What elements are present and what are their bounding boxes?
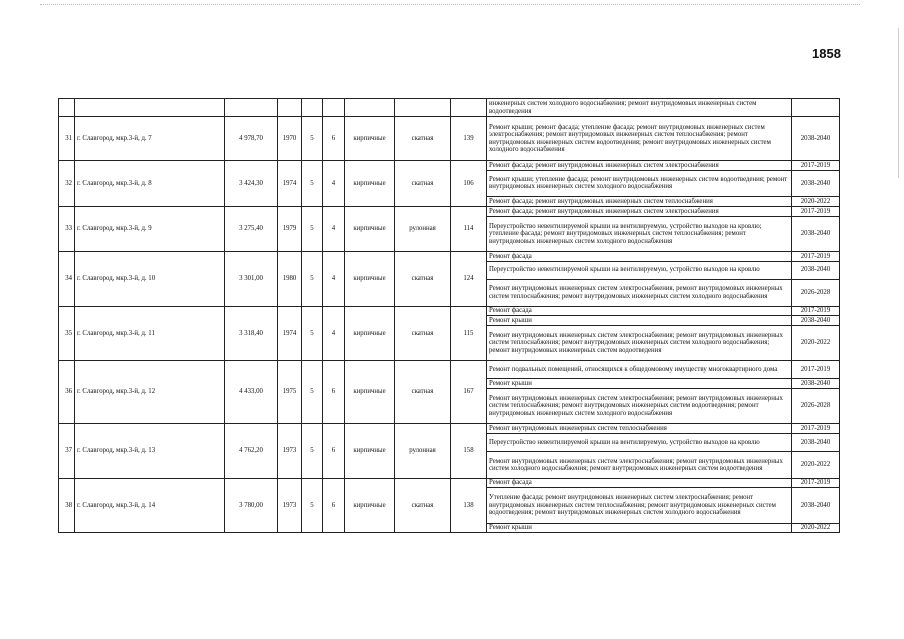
roof-type-cell: рулонная bbox=[395, 424, 451, 479]
row-number-cell bbox=[59, 99, 75, 117]
work-description-cell: Ремонт фасада; ремонт внутридомовых инженерных систем электроснабжения bbox=[487, 206, 792, 216]
entrances-cell: 6 bbox=[323, 424, 345, 479]
year-cell: 1974 bbox=[278, 161, 302, 207]
page-number: 1858 bbox=[812, 46, 841, 61]
table-row bbox=[59, 161, 840, 171]
table-row-carry-over bbox=[59, 99, 840, 117]
wall-material-cell: кирпичные bbox=[345, 361, 395, 424]
work-description-cell: Ремонт фасада bbox=[487, 478, 792, 488]
entrances-cell: 4 bbox=[323, 161, 345, 207]
year-cell: 1973 bbox=[278, 478, 302, 533]
entrances-cell: 6 bbox=[323, 478, 345, 533]
address-cell: г. Славгород, мкр.3-й, д. 9 bbox=[75, 206, 225, 251]
address-cell bbox=[75, 99, 225, 117]
work-description-cell: Переустройство невентилируемой крыши на вентилируемую, устройство выходов на кровлю bbox=[487, 261, 792, 279]
year-cell: 1975 bbox=[278, 361, 302, 424]
address-cell: г. Славгород, мкр.3-й, д. 7 bbox=[75, 117, 225, 161]
roof-type-cell: скатная bbox=[395, 361, 451, 424]
work-description-cell: Ремонт крыши bbox=[487, 316, 792, 326]
apartments-cell: 114 bbox=[451, 206, 487, 251]
table-row bbox=[59, 478, 840, 488]
entrances-cell: 4 bbox=[323, 206, 345, 251]
repair-schedule-table bbox=[58, 98, 840, 533]
roof-type-cell bbox=[395, 99, 451, 117]
work-description-cell: Ремонт подвальных помещений, относящихся к общедомовому имуществу многоквартирного дома bbox=[487, 361, 792, 379]
period-cell: 2020-2022 bbox=[792, 197, 840, 207]
entrances-cell: 4 bbox=[323, 251, 345, 306]
period-cell bbox=[792, 99, 840, 117]
period-cell: 2020-2022 bbox=[792, 523, 840, 533]
wall-material-cell: кирпичные bbox=[345, 251, 395, 306]
row-number-cell: 35 bbox=[59, 306, 75, 361]
address-cell: г. Славгород, мкр.3-й, д. 8 bbox=[75, 161, 225, 207]
floors-cell: 5 bbox=[302, 206, 323, 251]
work-description-cell: Ремонт фасада bbox=[487, 306, 792, 316]
area-cell: 3 780,00 bbox=[225, 478, 278, 533]
address-cell: г. Славгород, мкр.3-й, д. 12 bbox=[75, 361, 225, 424]
floors-cell: 5 bbox=[302, 117, 323, 161]
apartments-cell: 115 bbox=[451, 306, 487, 361]
address-cell: г. Славгород, мкр.3-й, д. 13 bbox=[75, 424, 225, 479]
period-cell: 2017-2019 bbox=[792, 306, 840, 316]
work-description-cell: Ремонт фасада bbox=[487, 251, 792, 261]
year-cell: 1974 bbox=[278, 306, 302, 361]
roof-type-cell: рулонная bbox=[395, 206, 451, 251]
wall-material-cell: кирпичные bbox=[345, 117, 395, 161]
period-cell: 2020-2022 bbox=[792, 452, 840, 479]
entrances-cell bbox=[323, 99, 345, 117]
entrances-cell: 6 bbox=[323, 361, 345, 424]
wall-material-cell: кирпичные bbox=[345, 478, 395, 533]
work-description-cell: Переустройство невентилируемой крыши на вентилируемую, устройство выходов на кровлю bbox=[487, 433, 792, 451]
apartments-cell: 106 bbox=[451, 161, 487, 207]
wall-material-cell: кирпичные bbox=[345, 306, 395, 361]
address-cell: г. Славгород, мкр.3-й, д. 14 bbox=[75, 478, 225, 533]
work-description-cell: Переустройство невентилируемой крыши на вентилируемую, устройство выходов на кровлю; утепление фасада; ремонт внутридомовых инженерных систем теплоснабжения; ремонт внутридомовых инженерных систем холодного водоснабжения bbox=[487, 216, 792, 251]
apartments-cell bbox=[451, 99, 487, 117]
period-cell: 2017-2019 bbox=[792, 206, 840, 216]
year-cell bbox=[278, 99, 302, 117]
work-description-cell: Ремонт внутридомовых инженерных систем электроснабжения; ремонт внутридомовых инженерных систем теплоснабжения; ремонт внутридомовых инженерных систем холодного водоснабжения; ремонт внутридомовых инженерных систем водоотведения bbox=[487, 325, 792, 360]
entrances-cell: 4 bbox=[323, 306, 345, 361]
apartments-cell: 158 bbox=[451, 424, 487, 479]
area-cell: 3 424,30 bbox=[225, 161, 278, 207]
address-cell: г. Славгород, мкр.3-й, д. 11 bbox=[75, 306, 225, 361]
area-cell: 3 275,40 bbox=[225, 206, 278, 251]
period-cell: 2038-2040 bbox=[792, 433, 840, 451]
floors-cell: 5 bbox=[302, 161, 323, 207]
period-cell: 2017-2019 bbox=[792, 424, 840, 434]
period-cell: 2038-2040 bbox=[792, 316, 840, 326]
area-cell: 4 762,20 bbox=[225, 424, 278, 479]
row-number-cell: 36 bbox=[59, 361, 75, 424]
period-cell: 2038-2040 bbox=[792, 170, 840, 197]
work-description-cell: Ремонт крыши; ремонт фасада; утепление фасада; ремонт внутридомовых инженерных систем электроснабжения; ремонт внутридомовых инженерных систем теплоснабжения; ремонт внутридомовых инженерных систем водоотведения; ремонт внутридомовых инженерных систем холодного водоснабжения bbox=[487, 117, 792, 161]
work-description-cell: Ремонт внутридомовых инженерных систем электроснабжения, ремонт внутридомовых инженерных систем теплоснабжения; ремонт внутридомовых инженерных систем холодного водоснабжения bbox=[487, 279, 792, 306]
table-row bbox=[59, 251, 840, 261]
wall-material-cell bbox=[345, 99, 395, 117]
period-cell: 2026-2028 bbox=[792, 388, 840, 423]
roof-type-cell: скатная bbox=[395, 117, 451, 161]
row-number-cell: 38 bbox=[59, 478, 75, 533]
row-number-cell: 34 bbox=[59, 251, 75, 306]
area-cell bbox=[225, 99, 278, 117]
table-body bbox=[59, 99, 840, 533]
floors-cell: 5 bbox=[302, 478, 323, 533]
floors-cell: 5 bbox=[302, 361, 323, 424]
roof-type-cell: скатная bbox=[395, 306, 451, 361]
period-cell: 2017-2019 bbox=[792, 251, 840, 261]
area-cell: 3 318,40 bbox=[225, 306, 278, 361]
year-cell: 1973 bbox=[278, 424, 302, 479]
work-description-cell: Ремонт внутридомовых инженерных систем электроснабжения; ремонт внутридомовых инженерных систем теплоснабжения; ремонт внутридомовых инженерных систем водоотведения; ремонт внутридомовых инженерных систем холодного водоснабжения bbox=[487, 388, 792, 423]
table-row bbox=[59, 306, 840, 316]
table-row bbox=[59, 117, 840, 161]
row-number-cell: 33 bbox=[59, 206, 75, 251]
row-number-cell: 32 bbox=[59, 161, 75, 207]
table-row bbox=[59, 424, 840, 434]
floors-cell: 5 bbox=[302, 424, 323, 479]
apartments-cell: 138 bbox=[451, 478, 487, 533]
work-description-cell: Ремонт фасада; ремонт внутридомовых инженерных систем теплоснабжения bbox=[487, 197, 792, 207]
period-cell: 2038-2040 bbox=[792, 216, 840, 251]
work-description-cell: Ремонт крыши; утепление фасада; ремонт внутридомовых инженерных систем водоотведения; ремонт внутридомовых инженерных систем холодного водоснабжения bbox=[487, 170, 792, 197]
year-cell: 1980 bbox=[278, 251, 302, 306]
period-cell: 2017-2019 bbox=[792, 361, 840, 379]
apartments-cell: 124 bbox=[451, 251, 487, 306]
year-cell: 1979 bbox=[278, 206, 302, 251]
period-cell: 2038-2040 bbox=[792, 261, 840, 279]
roof-type-cell: скатная bbox=[395, 161, 451, 207]
floors-cell: 5 bbox=[302, 251, 323, 306]
wall-material-cell: кирпичные bbox=[345, 206, 395, 251]
entrances-cell: 6 bbox=[323, 117, 345, 161]
period-cell: 2017-2019 bbox=[792, 478, 840, 488]
address-cell: г. Славгород, мкр.3-й, д. 10 bbox=[75, 251, 225, 306]
year-cell: 1970 bbox=[278, 117, 302, 161]
floors-cell: 5 bbox=[302, 306, 323, 361]
work-description-cell: Ремонт фасада; ремонт внутридомовых инженерных систем электроснабжения bbox=[487, 161, 792, 171]
table-row bbox=[59, 206, 840, 216]
area-cell: 4 978,70 bbox=[225, 117, 278, 161]
work-description-cell: Ремонт внутридомовых инженерных систем электроснабжения; ремонт внутридомовых инженерных систем холодного водоснабжения; ремонт внутридомовых инженерных систем водоотведения bbox=[487, 452, 792, 479]
apartments-cell: 167 bbox=[451, 361, 487, 424]
work-description-cell: инженерных систем холодного водоснабжения; ремонт внутридомовых инженерных систем водоотведения bbox=[487, 99, 792, 117]
scan-edge-right bbox=[898, 28, 899, 178]
roof-type-cell: скатная bbox=[395, 251, 451, 306]
row-number-cell: 31 bbox=[59, 117, 75, 161]
work-description-cell: Утепление фасада; ремонт внутридомовых инженерных систем электроснабжения; ремонт внутридомовых инженерных систем теплоснабжения; ремонт внутридомовых инженерных систем водоотведения; ремонт внутридомовых инженерных систем холодного водоснабжения bbox=[487, 488, 792, 523]
scan-edge-top bbox=[40, 4, 860, 6]
area-cell: 3 301,00 bbox=[225, 251, 278, 306]
period-cell: 2020-2022 bbox=[792, 325, 840, 360]
period-cell: 2026-2028 bbox=[792, 279, 840, 306]
period-cell: 2038-2040 bbox=[792, 117, 840, 161]
row-number-cell: 37 bbox=[59, 424, 75, 479]
apartments-cell: 139 bbox=[451, 117, 487, 161]
wall-material-cell: кирпичные bbox=[345, 424, 395, 479]
roof-type-cell: скатная bbox=[395, 478, 451, 533]
period-cell: 2038-2040 bbox=[792, 379, 840, 389]
work-description-cell: Ремонт внутридомовых инженерных систем теплоснабжения bbox=[487, 424, 792, 434]
area-cell: 4 433,00 bbox=[225, 361, 278, 424]
floors-cell bbox=[302, 99, 323, 117]
wall-material-cell: кирпичные bbox=[345, 161, 395, 207]
table-row bbox=[59, 361, 840, 379]
work-description-cell: Ремонт крыши bbox=[487, 379, 792, 389]
work-description-cell: Ремонт крыши bbox=[487, 523, 792, 533]
period-cell: 2038-2040 bbox=[792, 488, 840, 523]
period-cell: 2017-2019 bbox=[792, 161, 840, 171]
